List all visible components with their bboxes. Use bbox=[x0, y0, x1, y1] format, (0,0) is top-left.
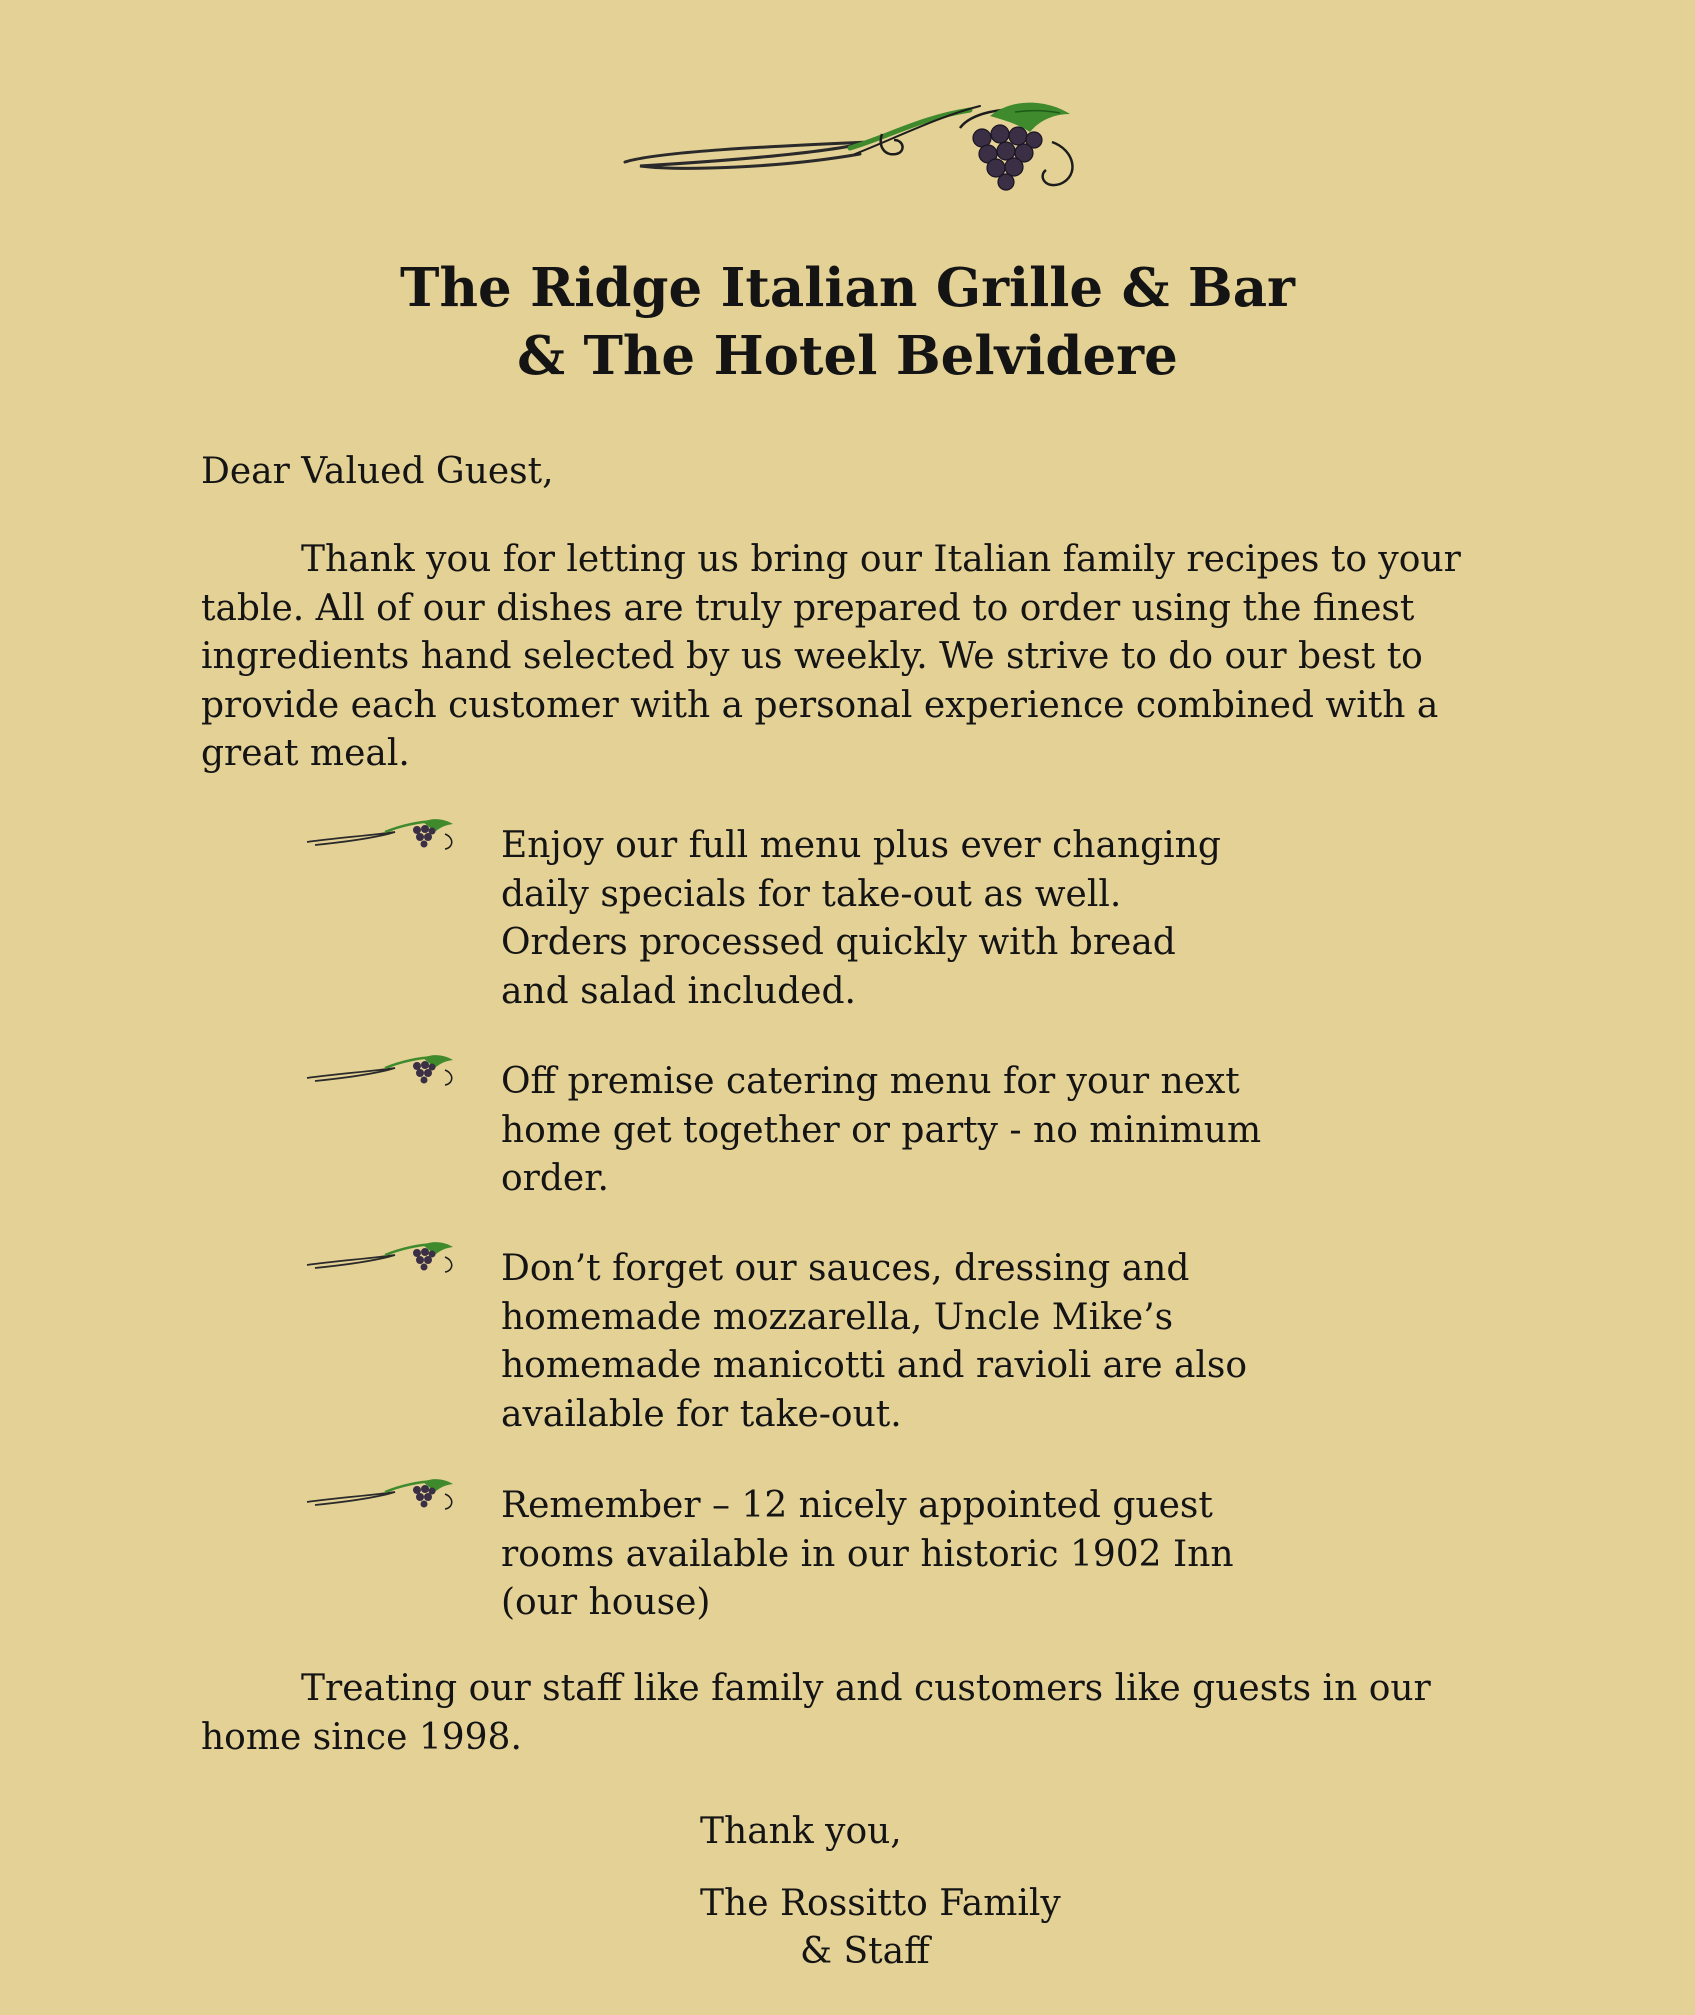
grape-vine-bullet-icon bbox=[305, 1054, 455, 1092]
bullet-line: order. bbox=[501, 1158, 609, 1199]
signature-family: The Rossitto Family bbox=[700, 1883, 1061, 1924]
bullet-line: homemade mozzarella, Uncle Mike’s bbox=[501, 1296, 1174, 1338]
grape-vine-bullet-icon bbox=[305, 1478, 455, 1516]
grape-vine-bullet-icon bbox=[305, 818, 455, 856]
title-line-1: The Ridge Italian Grille & Bar bbox=[400, 257, 1295, 319]
signoff: Thank you, bbox=[700, 1811, 902, 1852]
bullet-line: Enjoy our full menu plus ever changing bbox=[501, 825, 1221, 866]
bullet-rooms bbox=[501, 1482, 1401, 1628]
grape-vine-bullet-icon bbox=[305, 1241, 455, 1279]
bullet-takeout bbox=[501, 822, 1401, 1016]
bullet-line: Orders processed quickly with bread bbox=[501, 922, 1176, 963]
bullet-catering bbox=[501, 1058, 1401, 1204]
bullet-line: and salad included. bbox=[501, 970, 856, 1012]
page-title bbox=[0, 254, 1695, 390]
title-line-2: & The Hotel Belvidere bbox=[517, 325, 1178, 387]
bullet-line: available for take-out. bbox=[501, 1393, 902, 1435]
bullet-line: daily specials for take-out as well. bbox=[501, 873, 1122, 915]
bullet-line: Off premise catering menu for your next bbox=[501, 1061, 1240, 1102]
salutation: Dear Valued Guest, bbox=[201, 451, 554, 492]
signature-staff: & Staff bbox=[800, 1931, 930, 1972]
grape-vine-flourish-icon bbox=[620, 96, 1105, 196]
intro-paragraph: Thank you for letting us bring our Italian family recipes to your table. All of our dishes are truly prepared to order using the finest ingredients hand selected by us weekly. We strive to do our best to provide each customer with a personal experience combined with a great meal. bbox=[201, 539, 1461, 774]
bullet-line: rooms available in our historic 1902 Inn bbox=[501, 1533, 1234, 1575]
closing-paragraph: Treating our staff like family and customers like guests in our home since 1998. bbox=[201, 1668, 1431, 1758]
bullet-line: Don’t forget our sauces, dressing and bbox=[501, 1248, 1190, 1289]
bullet-line: home get together or party - no minimum bbox=[501, 1109, 1262, 1151]
bullet-line: (our house) bbox=[501, 1582, 711, 1623]
bullet-line: Remember – 12 nicely appointed guest bbox=[501, 1485, 1213, 1526]
bullet-sauces bbox=[501, 1245, 1401, 1439]
bullet-line: homemade manicotti and ravioli are also bbox=[501, 1345, 1248, 1386]
